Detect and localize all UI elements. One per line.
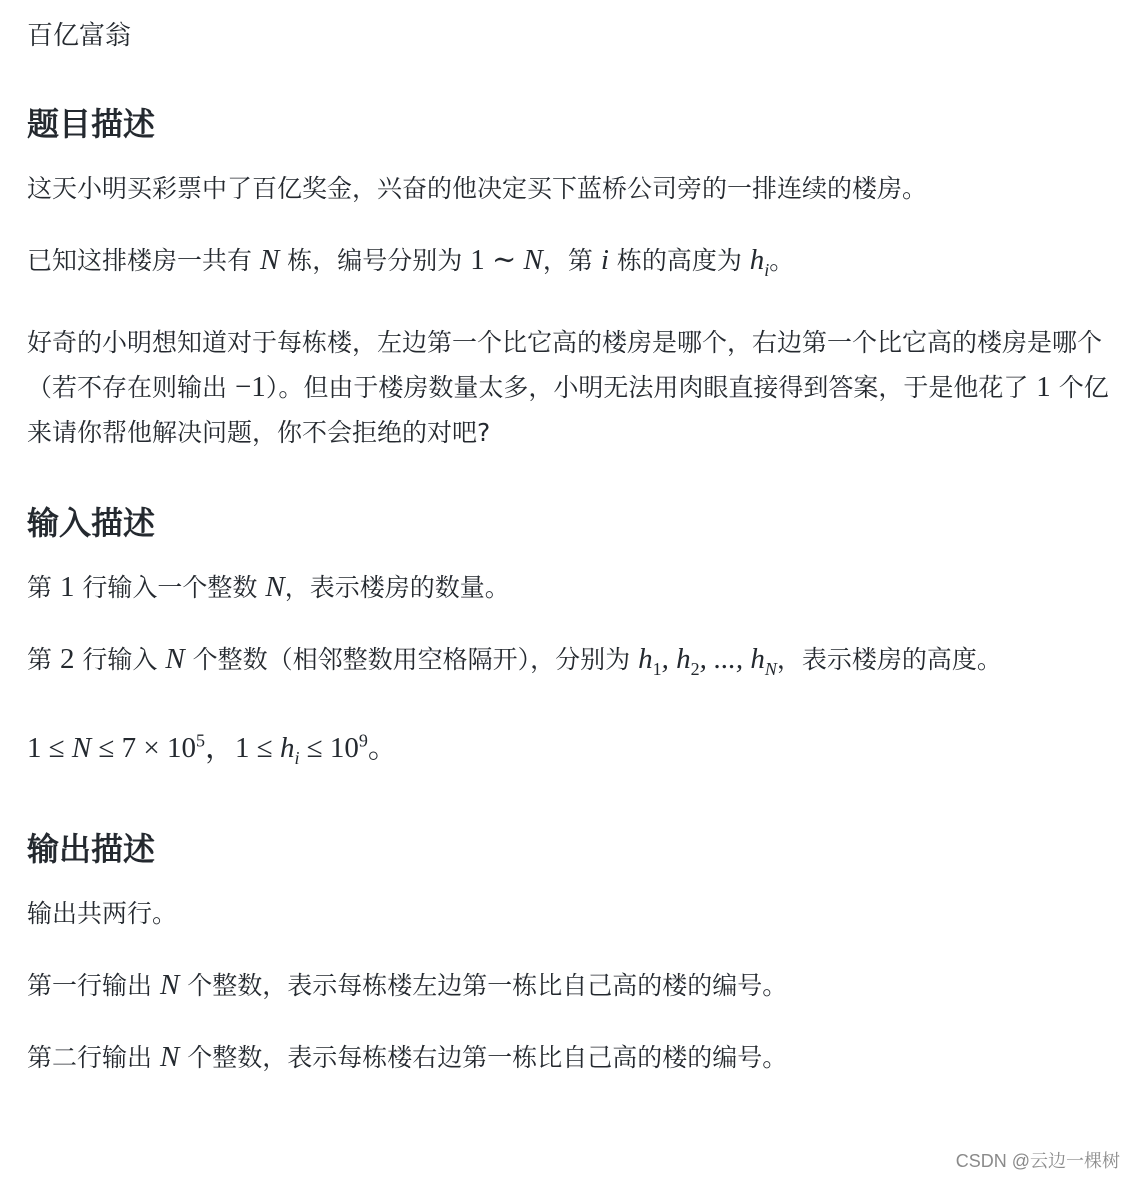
output-paragraph-1: 输出共两行。 xyxy=(27,899,178,929)
math-height-list: $h_1$, $h_2$, ..., $h_N$ xyxy=(638,642,777,679)
math-range: 1 ∼ N xyxy=(470,244,543,276)
description-paragraph-3: 好奇的小明想知道对于每栋楼，左边第一个比它高的楼房是哪个，右边第一个比它高的楼房是哪个（若不存在则输出 −1）。但由于楼房数量太多，小明无法用肉眼直接得到答案，于是他花了 1 个亿来请你帮他解决问题，你不会拒绝的对吧? xyxy=(27,327,1109,447)
output-paragraph-3: 第二行输出 N 个整数，表示每栋楼右边第一栋比自己高的楼的编号。 xyxy=(27,1041,788,1074)
problem-title: 百亿富翁 xyxy=(27,21,132,51)
input-paragraph-2: 第 2 行输入 N 个整数（相邻整数用空格隔开），分别为 $h_1$, $h_2$, ..., $h_N$，表示楼房的高度。 xyxy=(27,642,1002,679)
description-paragraph-1: 这天小明买彩票中了百亿奖金，兴奋的他决定买下蓝桥公司旁的一排连续的楼房。 xyxy=(27,174,928,203)
math-i: i xyxy=(600,244,609,276)
output-paragraph-2: 第一行输出 N 个整数，表示每栋楼左边第一栋比自己高的楼的编号。 xyxy=(27,969,788,1002)
math-N: N xyxy=(259,244,280,276)
input-constraints: $1 \le N \le 7 \times 10^5$，$1 \le h_i \le 10^9$。 xyxy=(27,730,398,769)
math-neg-one: −1 xyxy=(234,370,266,403)
constraint-h: $1 \le h_i \le 10^9$ xyxy=(235,730,368,769)
problem-page xyxy=(27,16,1117,1107)
input-paragraph-1: 第 1 行输入一个整数 N，表示楼房的数量。 xyxy=(27,570,510,603)
section-heading-input: 输入描述 xyxy=(27,503,156,542)
description-paragraph-2: 已知这排楼房一共有 N 栋，编号分别为 1 ∼ N，第 i 栋的高度为 $h_i$。 xyxy=(27,244,795,280)
section-heading-description: 题目描述 xyxy=(27,105,156,143)
constraint-n: $1 \le N \le 7 \times 10^5$ xyxy=(27,730,206,765)
section-heading-output: 输出描述 xyxy=(27,830,156,869)
math-one: 1 xyxy=(1036,370,1051,403)
csdn-watermark: CSDN @云边一棵树 xyxy=(955,1151,1120,1171)
math-h-i: $h_i$ xyxy=(749,244,770,280)
